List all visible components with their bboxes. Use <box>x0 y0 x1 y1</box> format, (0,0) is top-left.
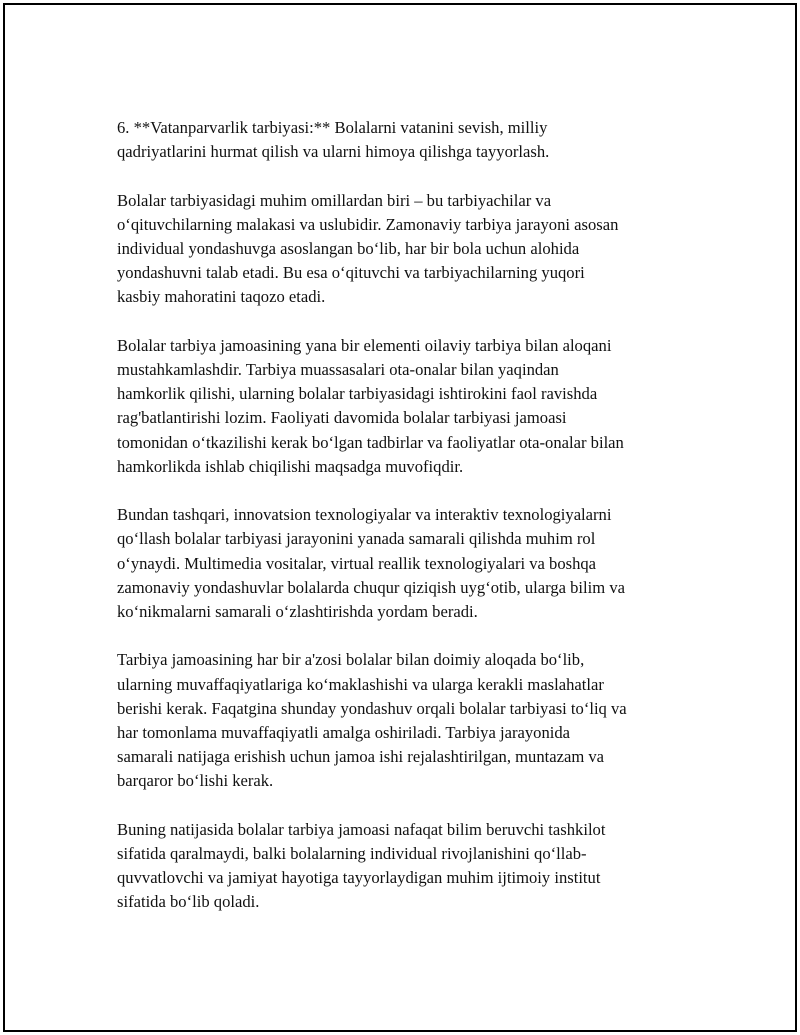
paragraph-team-member-role: Tarbiya jamoasining har bir a'zosi bolalar bilan doimiy aloqada bo‘lib, ularning muvaffaqiyatlariga ko‘maklashishi va ularga kerakli maslahatlar berishi kerak. Faqatgina shunday yondashuv orqali bolalar tarbiyasi to‘liq va har tomonlama muvaffaqiyatli amalga oshiriladi. Tarbiya jarayonida samarali natijaga erishish uchun jamoa ishi rejalashtirilgan, muntazam va barqaror bo‘lishi kerak. <box>117 650 627 791</box>
paragraph-teacher-qualification: Bolalar tarbiyasidagi muhim omillardan biri – bu tarbiyachilar va o‘qituvchilarning malakasi va uslubidir. Zamonaviy tarbiya jarayoni asosan individual yondashuvga asoslangan bo‘lib, har bir bola uchun alohida yondashuvni talab etadi. Bu esa o‘qituvchi va tarbiyachilarning yuqori kasbiy mahoratini taqozo etadi. <box>117 190 619 307</box>
paragraph-family-cooperation: Bolalar tarbiya jamoasining yana bir elementi oilaviy tarbiya bilan aloqani mustahkamlashdir. Tarbiya muassasalari ota-onalar bilan yaqindan hamkorlik qilishi, ularning bolalar tarbiyasidagi ishtirokini faol ravishda rag'batlantirishi lozim. Faoliyati davomida bolalar tarbiyasi jamoasi tomonidan o‘tkazilishi kerak bo‘lgan tadbirlar va faoliyatlar ota-onalar bilan hamkorlikda ishlab chiqilishi maqsadga muvofiqdir. <box>117 335 624 476</box>
paragraph-patriotic-education: 6. **Vatanparvarlik tarbiyasi:** Bolalarni vatanini sevish, milliy qadriyatlarini hurmat qilish va ularni himoya qilishga tayyorlash. <box>117 118 550 162</box>
paragraph-conclusion: Buning natijasida bolalar tarbiya jamoasi nafaqat bilim beruvchi tashkilot sifatida qaralmaydi, balki bolalarning individual rivojlanishini qo‘llab- quvvatlovchi va jamiyat hayotiga tayyorlaydigan muhim ijtimoiy institut sifatida bo‘lib qoladi. <box>117 819 606 912</box>
paragraph-innovative-technologies: Bundan tashqari, innovatsion texnologiyalar va interaktiv texnologiyalarni qo‘llash bolalar tarbiyasi jarayonini yanada samarali qilishda muhim rol o‘ynaydi. Multimedia vositalar, virtual reallik texnologiyalari va boshqa zamonaviy yondashuvlar bolalarda chuqur qiziqish uyg‘otib, ularga bilim va ko‘nikmalarni samarali o‘zlashtirishda yordam beradi. <box>117 505 625 622</box>
document-body <box>117 116 687 939</box>
